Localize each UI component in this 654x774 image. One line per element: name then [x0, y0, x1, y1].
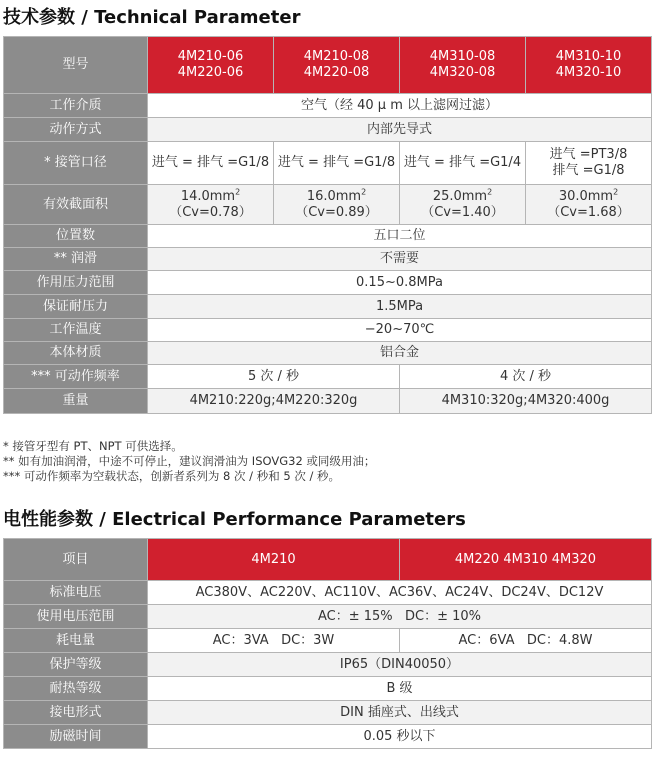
- row-label: 耐热等级: [4, 677, 148, 701]
- tech-spec-table: [3, 36, 652, 414]
- model-header-cell: 4M220 4M310 4M320: [400, 539, 652, 581]
- area-value: $25.0mm^2$ （Cv=1.40）: [400, 185, 526, 225]
- table-row: [4, 37, 652, 94]
- table-row: [4, 581, 652, 605]
- power-value: AC：3VA DC：3W: [148, 629, 400, 653]
- row-label: * 接管口径: [4, 142, 148, 185]
- medium-value: 空气（经 40 μ m 以上滤网过滤）: [148, 94, 652, 118]
- model-header-cell: 4M310-08 4M320-08: [400, 37, 526, 94]
- freq-value: 5 次 / 秒: [148, 365, 400, 389]
- model-header-cell: 4M210: [148, 539, 400, 581]
- row-label: 保护等级: [4, 653, 148, 677]
- row-label: 使用电压范围: [4, 605, 148, 629]
- area-value: $16.0mm^2$ （Cv=0.89）: [274, 185, 400, 225]
- model-header-cell: 4M210-08 4M220-08: [274, 37, 400, 94]
- tech-section-title: 技术参数 / Technical Parameter: [3, 7, 301, 28]
- table-row: [4, 725, 652, 749]
- row-label: 动作方式: [4, 118, 148, 142]
- item-header-label: 项目: [4, 539, 148, 581]
- power-value: AC：6VA DC：4.8W: [400, 629, 652, 653]
- table-row: [4, 653, 652, 677]
- table-row: [4, 319, 652, 342]
- table-row: [4, 342, 652, 365]
- table-row: [4, 389, 652, 414]
- row-label: *** 可动作频率: [4, 365, 148, 389]
- area-value: $30.0mm^2$ （Cv=1.68）: [526, 185, 652, 225]
- table-row: [4, 142, 652, 185]
- table-row: [4, 271, 652, 295]
- elec-spec-table: [3, 538, 652, 749]
- row-label: 保证耐压力: [4, 295, 148, 319]
- table-row: [4, 605, 652, 629]
- table-row: [4, 185, 652, 225]
- footnote: ** 如有加油润滑，中途不可停止，建议润滑油为 ISOVG32 或同级用油；: [3, 454, 376, 468]
- material-value: 铝合金: [148, 342, 652, 365]
- table-row: [4, 677, 652, 701]
- table-row: [4, 629, 652, 653]
- model-header-cell: 4M310-10 4M320-10: [526, 37, 652, 94]
- table-row: [4, 539, 652, 581]
- row-label: ** 润滑: [4, 248, 148, 271]
- heat-class-value: B 级: [148, 677, 652, 701]
- weight-value: 4M210:220g;4M220:320g: [148, 389, 400, 414]
- freq-value: 4 次 / 秒: [400, 365, 652, 389]
- port-value: 进气 =PT3/8 排气 =G1/8: [526, 142, 652, 185]
- row-label: 工作介质: [4, 94, 148, 118]
- footnotes: [3, 439, 375, 484]
- model-header-label: 型号: [4, 37, 148, 94]
- excitation-value: 0.05 秒以下: [148, 725, 652, 749]
- row-label: 耗电量: [4, 629, 148, 653]
- table-row: [4, 225, 652, 248]
- voltage-range-value: AC：± 15% DC：± 10%: [148, 605, 652, 629]
- table-row: [4, 365, 652, 389]
- footnote: *** 可动作频率为空载状态，创新者系列为 8 次 / 秒和 5 次 / 秒。: [3, 469, 341, 483]
- table-row: [4, 94, 652, 118]
- proof-value: 1.5MPa: [148, 295, 652, 319]
- action-value: 内部先导式: [148, 118, 652, 142]
- elec-section-title: 电性能参数 / Electrical Performance Parameters: [3, 509, 466, 530]
- table-row: [4, 701, 652, 725]
- wiring-value: DIN 插座式、出线式: [148, 701, 652, 725]
- temp-value: −20~70℃: [148, 319, 652, 342]
- weight-value: 4M310:320g;4M320:400g: [400, 389, 652, 414]
- row-label: 励磁时间: [4, 725, 148, 749]
- row-label: 重量: [4, 389, 148, 414]
- row-label: 工作温度: [4, 319, 148, 342]
- table-row: [4, 248, 652, 271]
- protection-value: IP65（DIN40050）: [148, 653, 652, 677]
- row-label: 作用压力范围: [4, 271, 148, 295]
- row-label: 本体材质: [4, 342, 148, 365]
- row-label: 接电形式: [4, 701, 148, 725]
- port-value: 进气 = 排气 =G1/8: [274, 142, 400, 185]
- positions-value: 五口二位: [148, 225, 652, 248]
- footnote: * 接管牙型有 PT、NPT 可供选择。: [3, 439, 183, 453]
- row-label: 标准电压: [4, 581, 148, 605]
- row-label: 位置数: [4, 225, 148, 248]
- lube-value: 不需要: [148, 248, 652, 271]
- model-header-cell: 4M210-06 4M220-06: [148, 37, 274, 94]
- area-value: $14.0mm^2$ （Cv=0.78）: [148, 185, 274, 225]
- pressure-value: 0.15~0.8MPa: [148, 271, 652, 295]
- port-value: 进气 = 排气 =G1/8: [148, 142, 274, 185]
- port-value: 进气 = 排气 =G1/4: [400, 142, 526, 185]
- voltage-value: AC380V、AC220V、AC110V、AC36V、AC24V、DC24V、DC12V: [148, 581, 652, 605]
- row-label: 有效截面积: [4, 185, 148, 225]
- table-row: [4, 118, 652, 142]
- table-row: [4, 295, 652, 319]
